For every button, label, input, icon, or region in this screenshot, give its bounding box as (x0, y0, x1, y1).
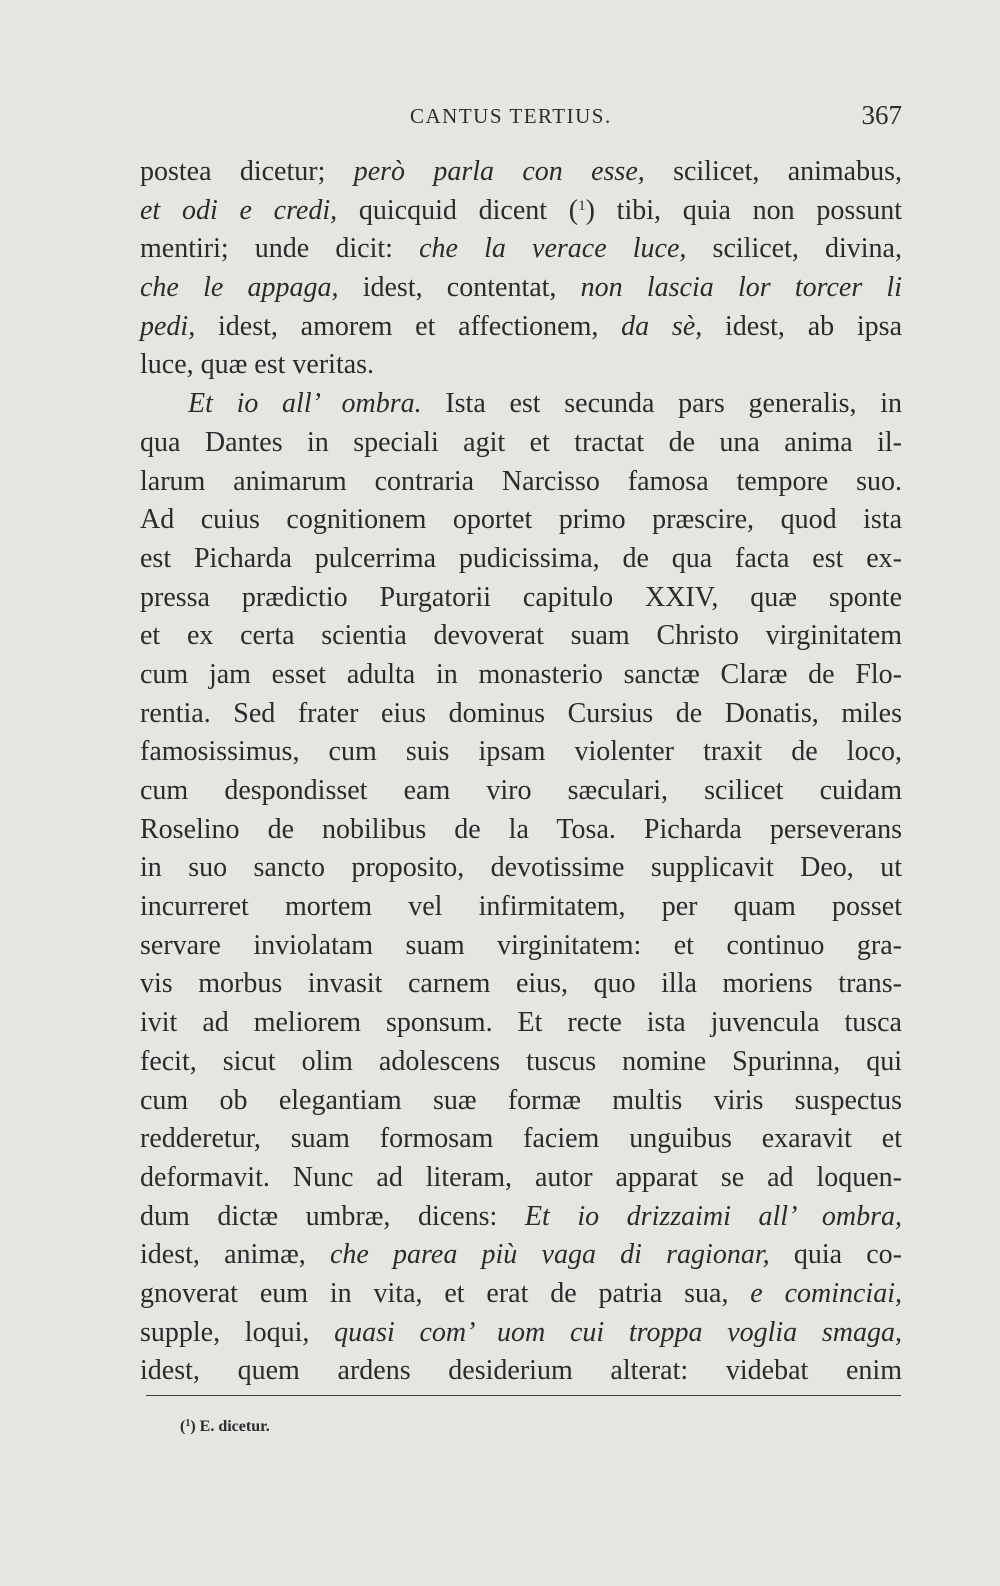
footnote-text: E. dicetur. (195, 1418, 270, 1435)
footnote: ($^1$) E. dicetur. (180, 1418, 270, 1435)
text-line-32: idest, quem ardens desiderium alterat: videbat enim (140, 1355, 902, 1387)
text-line-17: cum despondisset eam viro sæculari, scilicet cuidam (140, 775, 902, 806)
text-line-26: redderetur, suam formosam faciem unguibus exaravit et (140, 1123, 902, 1155)
text-line-11: est Picharda pulcerrima pudicissima, de qua facta est ex- (140, 542, 902, 574)
text-line-16: famosissimus, cum suis ipsam violenter traxit de loco, (140, 736, 902, 768)
footnote-mark: 1 (185, 1418, 191, 1429)
text-line-23: ivit ad meliorem sponsum. Et recte ista juvencula tusca (140, 1007, 902, 1039)
text-line-14: cum jam esset adulta in monasterio sanctæ Claræ de Flo- (140, 658, 902, 690)
body-text (140, 153, 902, 1391)
text-line-12: pressa prædictio Purgatorii capitulo XXIV, quæ sponte (140, 581, 902, 613)
text-line-3: mentiri; unde dicit: che la verace luce, scilicet, divina, (140, 233, 902, 265)
text-line-13: et ex certa scientia devoverat suam Christo virginitatem (140, 620, 902, 652)
text-line-20: incurreret mortem vel infirmitatem, per quam posset (140, 891, 902, 923)
text-line-4: che le appaga, idest, contentat, non lascia lor torcer li (140, 272, 902, 304)
text-line-19: in suo sancto proposito, devotissime supplicavit Deo, ut (140, 852, 902, 884)
text-line-25: cum ob elegantiam suæ formæ multis viris suspectus (140, 1084, 902, 1116)
text-line-15: rentia. Sed frater eius dominus Cursius de Donatis, miles (140, 697, 902, 729)
text-line-1: postea dicetur; però parla con esse, scilicet, animabus, (140, 156, 903, 187)
text-line-10: Ad cuius cognitionem oportet primo præscire, quod ista (140, 504, 902, 536)
text-line-24: fecit, sicut olim adolescens tuscus nomine Spurinna, qui (140, 1045, 902, 1077)
text-line-5: pedi, idest, amorem et affectionem, da sè, idest, ab ipsa (140, 310, 902, 342)
text-line-6: luce, quæ est veritas. (140, 349, 375, 381)
text-line-30: gnoverat eum in vita, et erat de patria sua, e cominciai, (140, 1277, 902, 1309)
text-line-7: Et io all’ ombra. Ista est secunda pars generalis, in (188, 388, 902, 420)
page-number: 367 (861, 100, 902, 130)
text-line-9: larum animarum contraria Narcisso famosa tempore suo. (140, 465, 902, 497)
footnote-reference: 1 (578, 197, 586, 214)
text-line-29: idest, animæ, che parea più vaga di ragionar, quia co- (140, 1239, 902, 1271)
text-line-28: dum dictæ umbræ, dicens: Et io drizzaimi all’ ombra, (140, 1200, 902, 1232)
text-line-21: servare inviolatam suam virginitatem: et continuo gra- (140, 929, 902, 961)
text-line-31: supple, loqui, quasi com’ uom cui troppa voglia smaga, (140, 1316, 902, 1348)
text-line-22: vis morbus invasit carnem eius, quo illa moriens trans- (140, 968, 902, 1000)
text-line-18: Roselino de nobilibus de la Tosa. Picharda perseverans (140, 813, 902, 845)
text-line-27: deformavit. Nunc ad literam, autor apparat se ad loquen- (140, 1161, 902, 1193)
footnote-divider (146, 1395, 901, 1396)
text-line-2: et odi e credi, quicquid dicent ($^1$) tibi, quia non possunt (140, 194, 902, 226)
running-title: CANTUS TERTIUS. (410, 104, 612, 128)
text-line-8: qua Dantes in speciali agit et tractat de una anima il- (140, 426, 902, 458)
page-header (140, 100, 902, 140)
